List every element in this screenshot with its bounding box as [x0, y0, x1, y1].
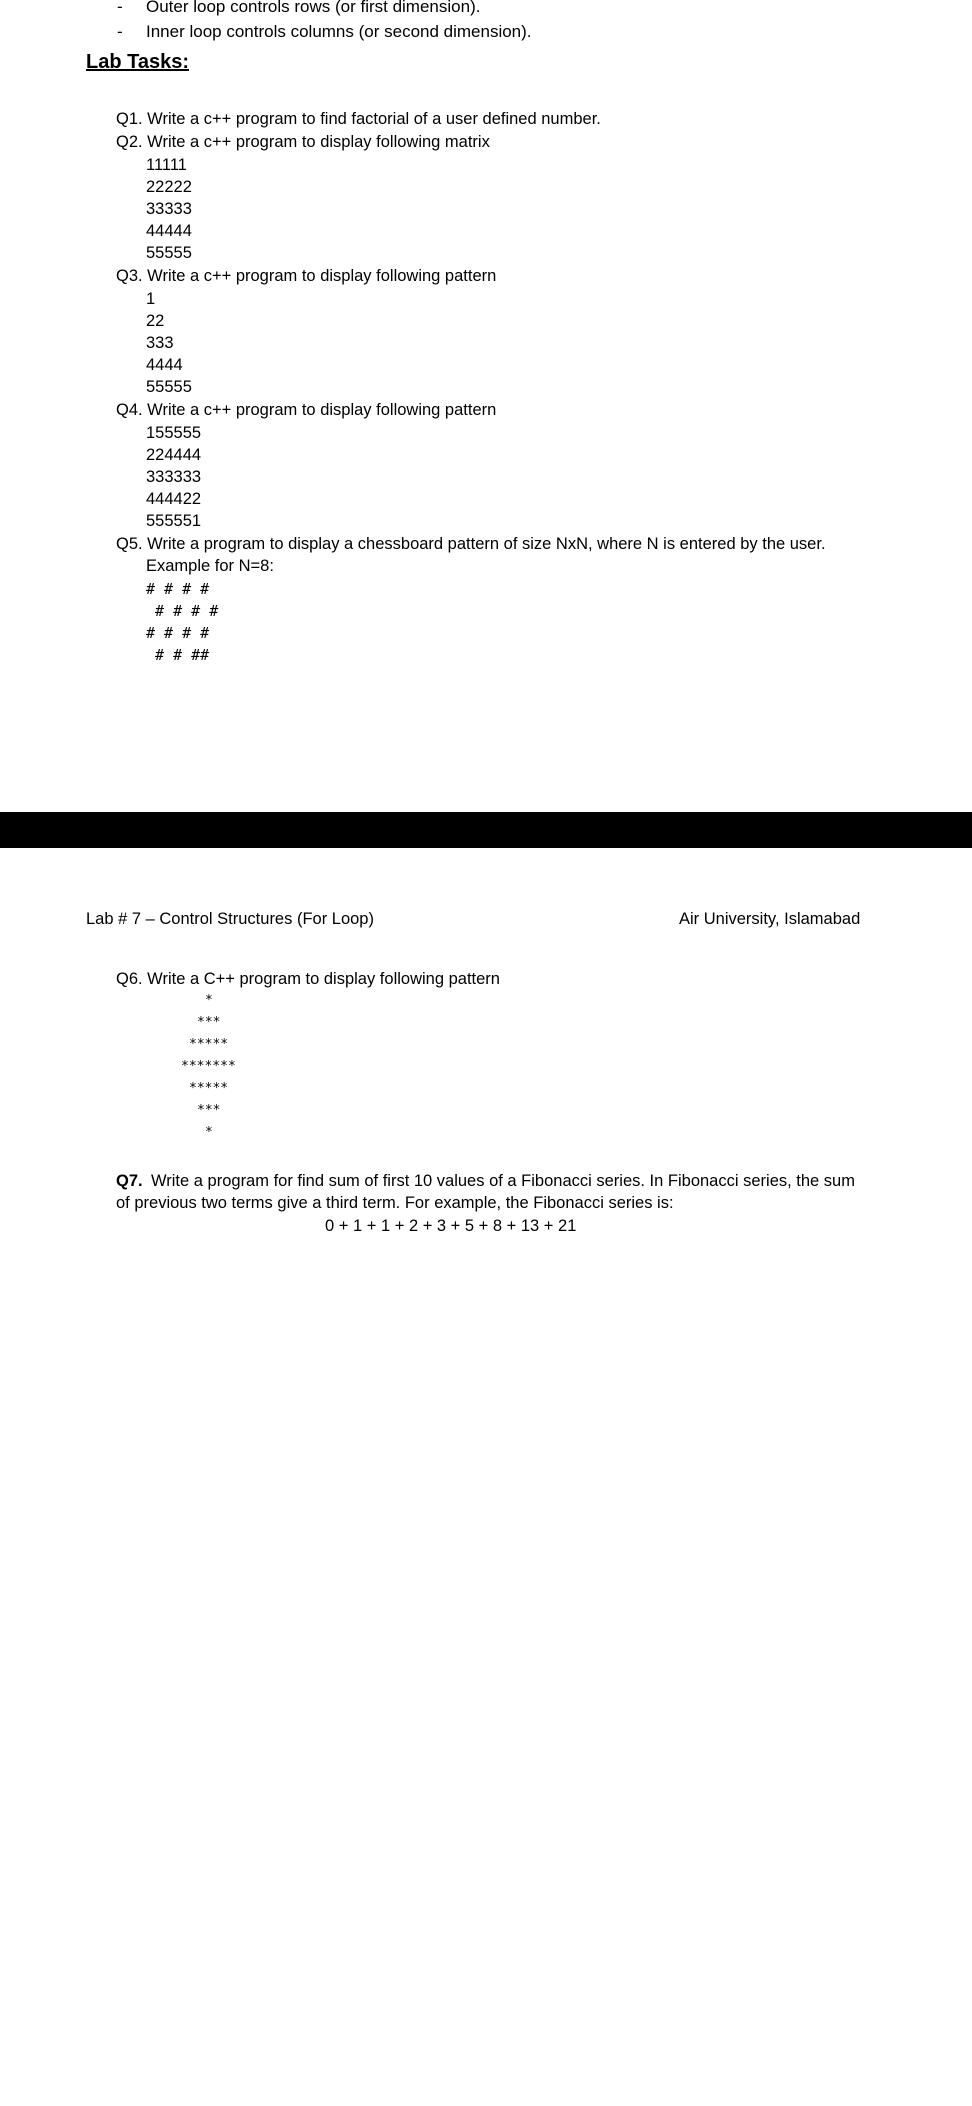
q3-line: 333	[146, 334, 174, 352]
q2-line: 22222	[146, 178, 192, 196]
question-q6: Q6. Write a C++ program to display following pattern	[116, 970, 500, 988]
bullet-text: Inner loop controls columns (or second dimension).	[146, 22, 532, 41]
page-break	[0, 812, 972, 848]
question-q3: Q3. Write a c++ program to display following pattern	[116, 267, 497, 285]
fibonacci-series: 0 + 1 + 1 + 2 + 3 + 5 + 8 + 13 + 21	[325, 1217, 577, 1235]
q5-example: Example for N=8:	[146, 557, 274, 575]
q5-line: # # # #	[146, 580, 210, 598]
bullet-dash: -	[117, 22, 123, 41]
q2-line: 33333	[146, 200, 192, 218]
q5-line: # # # #	[146, 624, 210, 642]
question-q7: Write a program for find sum of first 10 values of a Fibonacci series. In Fibonacci series, the sum	[151, 1172, 855, 1190]
q4-line: 333333	[146, 468, 202, 486]
q5-line: # # # #	[146, 602, 219, 620]
star-line: *	[205, 993, 213, 1008]
q2-line: 11111	[146, 156, 187, 174]
lab-tasks-heading: Lab Tasks:	[86, 51, 189, 73]
q4-line: 224444	[146, 446, 202, 464]
star-line: *****	[189, 1037, 229, 1052]
page-header-right: Air University, Islamabad	[679, 910, 861, 928]
question-q7-cont: of previous two terms give a third term. For example, the Fibonacci series is:	[116, 1194, 674, 1212]
q2-line: 55555	[146, 244, 192, 262]
star-line: ***	[197, 1103, 221, 1118]
star-line: *****	[189, 1081, 229, 1096]
q3-line: 22	[146, 312, 165, 330]
q5-line: # # ##	[146, 646, 210, 664]
bullet-text: Outer loop controls rows (or first dimension).	[146, 0, 481, 16]
bullet-dash: -	[117, 0, 123, 16]
q4-line: 555551	[146, 512, 202, 530]
q2-line: 44444	[146, 222, 192, 240]
question-q2: Q2. Write a c++ program to display following matrix	[116, 133, 490, 151]
page-header-left: Lab # 7 – Control Structures (For Loop)	[86, 910, 374, 928]
question-q1: Q1. Write a c++ program to find factorial of a user defined number.	[116, 110, 601, 128]
q4-line: 444422	[146, 490, 202, 508]
question-q4: Q4. Write a c++ program to display following pattern	[116, 401, 497, 419]
star-line: *******	[181, 1059, 236, 1074]
q3-line: 55555	[146, 378, 192, 396]
star-line: *	[205, 1125, 213, 1140]
q3-line: 1	[146, 290, 156, 308]
star-line: ***	[197, 1015, 221, 1030]
q3-line: 4444	[146, 356, 183, 374]
q7-label: Q7.	[116, 1172, 143, 1190]
q4-line: 155555	[146, 424, 202, 442]
question-q5: Q5. Write a program to display a chessboard pattern of size NxN, where N is entered by the user.	[116, 535, 826, 553]
